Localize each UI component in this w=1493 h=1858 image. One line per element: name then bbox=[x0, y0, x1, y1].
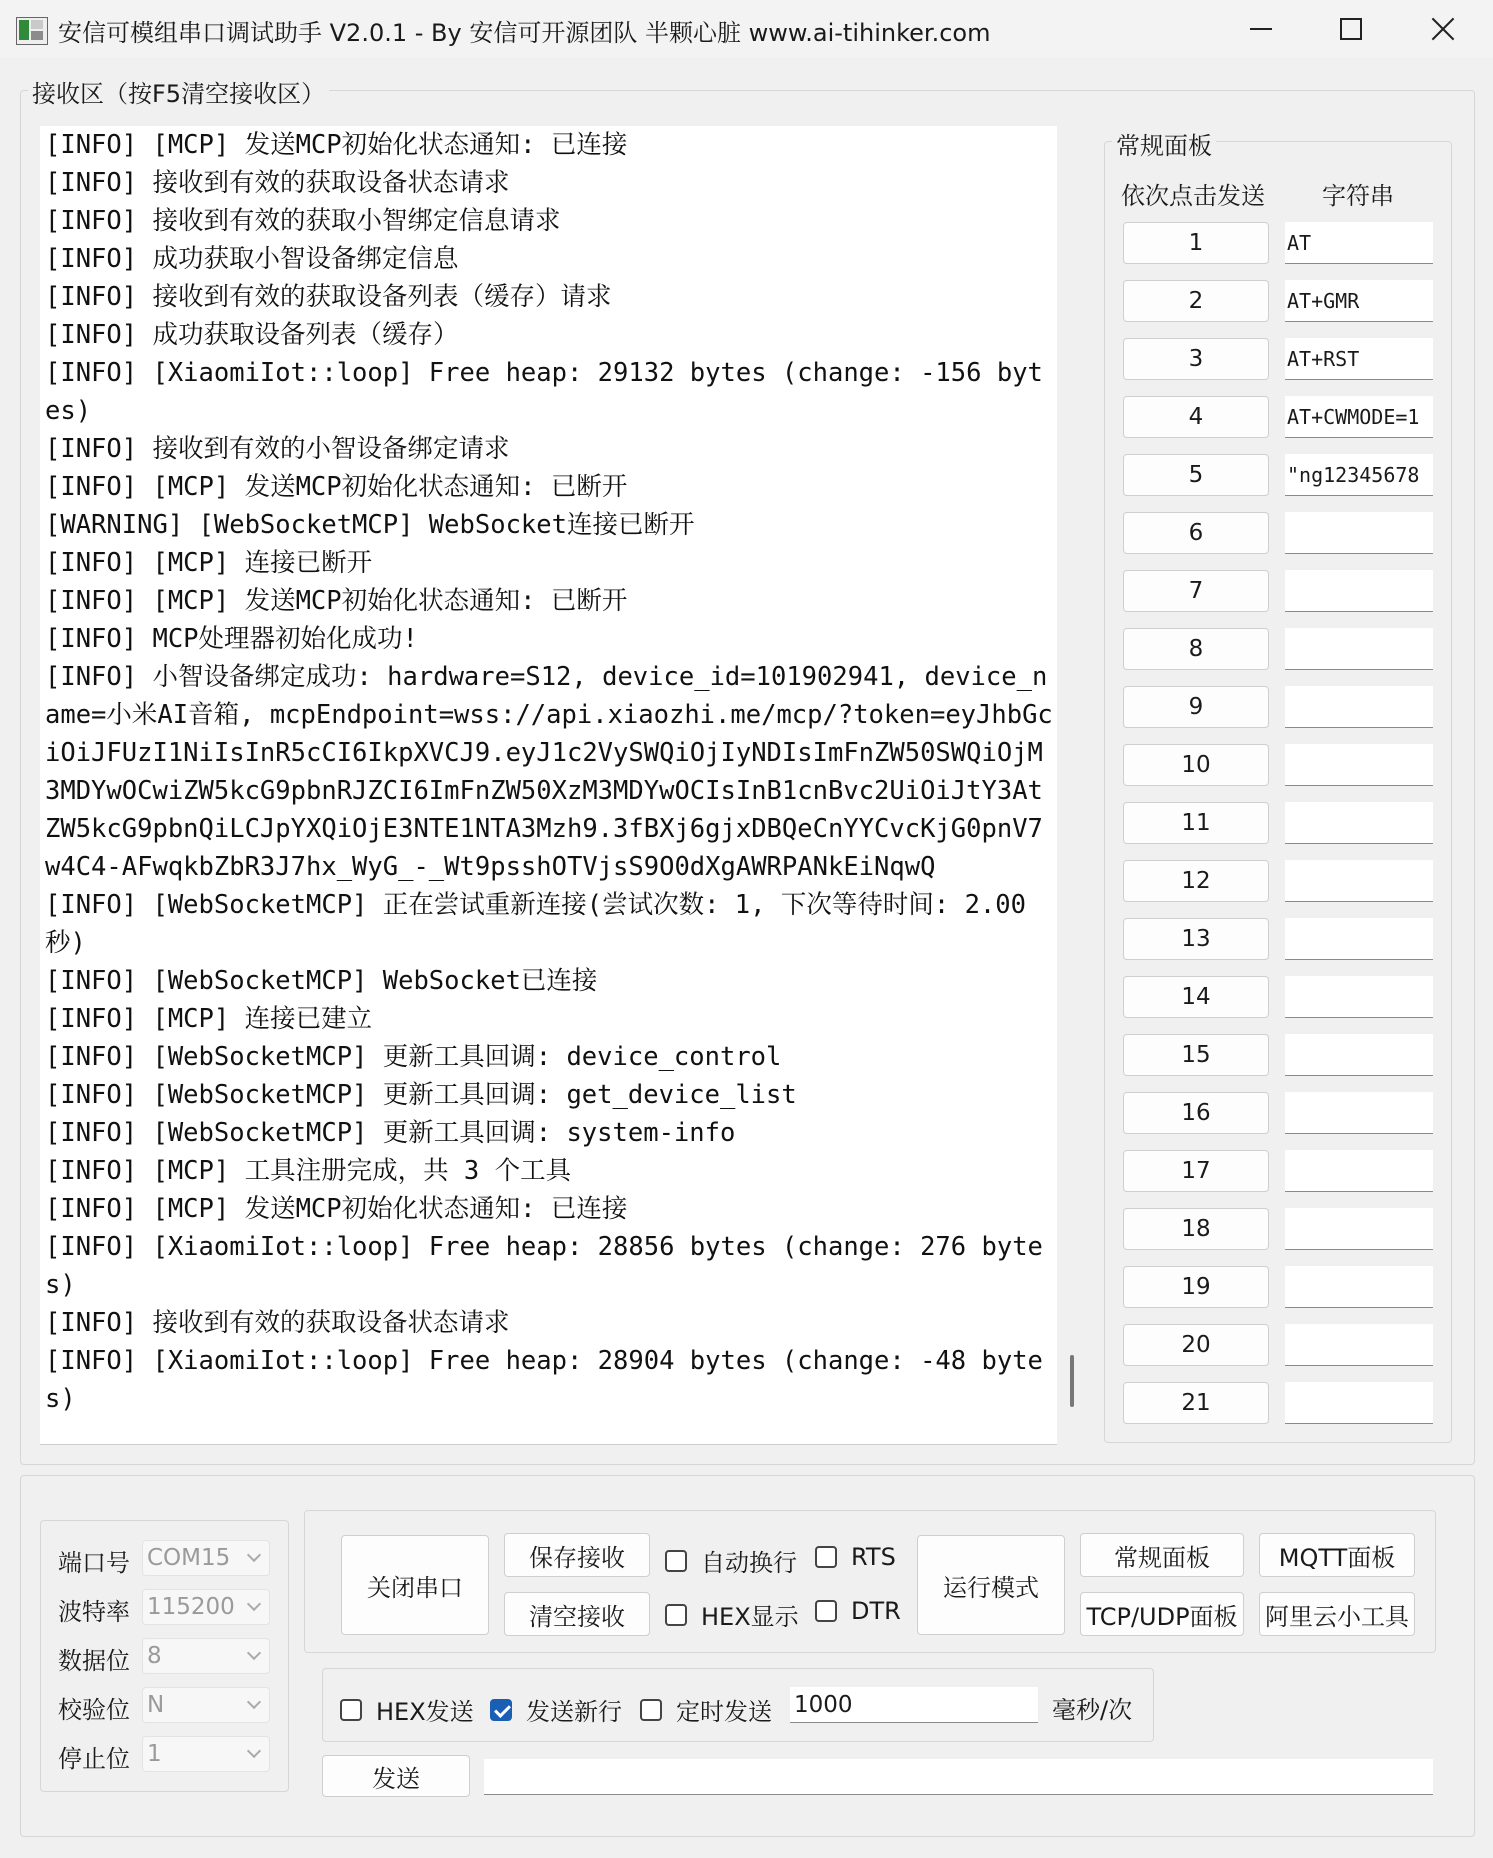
panel-send-button-21[interactable]: 21 bbox=[1123, 1382, 1269, 1424]
panel-string-input-16[interactable] bbox=[1285, 1092, 1433, 1134]
log-line: [INFO] MCP处理器初始化成功! bbox=[45, 624, 418, 654]
panel-string-input-6[interactable] bbox=[1285, 512, 1433, 554]
panel-string-input-7[interactable] bbox=[1285, 570, 1433, 612]
panel-string-input-18[interactable] bbox=[1285, 1208, 1433, 1250]
log-line: [WARNING] [WebSocketMCP] WebSocket连接已断开 bbox=[45, 510, 695, 540]
receive-title: 接收区（按F5清空接收区） bbox=[28, 74, 329, 109]
timed-send-label: 定时发送 bbox=[676, 1698, 772, 1726]
log-line: [INFO] [MCP] 发送MCP初始化状态通知: 已断开 bbox=[45, 586, 628, 616]
log-line: [INFO] [XiaomiIot::loop] Free heap: 28904 bytes (change: -48 bytes) bbox=[45, 1346, 1043, 1414]
panel-title: 常规面板 bbox=[1112, 126, 1216, 161]
chevron-down-icon bbox=[247, 1597, 261, 1611]
panel-string-input-13[interactable] bbox=[1285, 918, 1433, 960]
panel-string-input-2[interactable]: AT+GMR bbox=[1285, 280, 1433, 322]
chevron-down-icon bbox=[247, 1695, 261, 1709]
log-line: [INFO] 成功获取小智设备绑定信息 bbox=[45, 244, 459, 274]
panel-string-input-19[interactable] bbox=[1285, 1266, 1433, 1308]
aliyun-tool-button[interactable]: 阿里云小工具 bbox=[1259, 1592, 1415, 1636]
panel-string-input-12[interactable] bbox=[1285, 860, 1433, 902]
log-line: [INFO] 接收到有效的获取设备状态请求 bbox=[45, 168, 510, 198]
send-button[interactable]: 发送 bbox=[322, 1755, 470, 1797]
window-title: 安信可模组串口调试助手 V2.0.1 - By 安信可开源团队 半颗心脏 www.ai-tihinker.com bbox=[58, 19, 991, 47]
auto-wrap-checkbox[interactable] bbox=[665, 1543, 797, 1578]
close-icon bbox=[1431, 17, 1455, 41]
panel-send-button-12[interactable]: 12 bbox=[1123, 860, 1269, 902]
minimize-icon bbox=[1250, 28, 1272, 30]
databits-label: 数据位 bbox=[58, 1647, 130, 1675]
log-line: [INFO] [XiaomiIot::loop] Free heap: 29132 bytes (change: -156 bytes) bbox=[45, 358, 1043, 426]
log-line: [INFO] 小智设备绑定成功: hardware=S12, device_id=101902941, device_name=小米AI音箱, mcpEndpoint=wss://api.xiaozhi.me/mcp/?token=eyJhbGciOiJFUzI1NiIsInR5cCI6IkpXVCJ9.eyJ1c2VySWQiOjIyNDIsImFnZW50SWQiOjM3MDYwOCwiZW5kcG9pbnRJZCI6ImFnZW50XzM3MDYwOCIsInB1cnBvc2UiOiJtY3AtZW5kcG9pbnQiLCJpYXQiOjE3NTE1NTA3Mzh9.3fBXj6gjxDBQeCnYYCvcKjG0pnV7w4C4-AFwqkbZbR3J7hx_WyG_-_Wt9psshOTVjsS9O0dXgAWRPANkEiNqwQ bbox=[45, 662, 1053, 882]
rts-label: RTS bbox=[851, 1543, 896, 1571]
dtr-checkbox[interactable] bbox=[815, 1597, 901, 1625]
panel-string-input-5[interactable]: ng12345678" bbox=[1285, 454, 1433, 496]
close-button[interactable] bbox=[1397, 0, 1489, 58]
close-port-button[interactable]: 关闭串口 bbox=[341, 1535, 489, 1635]
panel-send-button-13[interactable]: 13 bbox=[1123, 918, 1269, 960]
panel-send-button-4[interactable]: 4 bbox=[1123, 396, 1269, 438]
baud-select[interactable] bbox=[142, 1589, 270, 1625]
log-line: [INFO] [WebSocketMCP] WebSocket已连接 bbox=[45, 966, 598, 996]
panel-send-button-15[interactable]: 15 bbox=[1123, 1034, 1269, 1076]
panel-send-button-20[interactable]: 20 bbox=[1123, 1324, 1269, 1366]
panel-string-input-3[interactable]: AT+RST bbox=[1285, 338, 1433, 380]
send-newline-checkbox[interactable] bbox=[490, 1692, 622, 1727]
panel-send-button-9[interactable]: 9 bbox=[1123, 686, 1269, 728]
parity-select[interactable] bbox=[142, 1687, 270, 1723]
receive-scrollbar[interactable] bbox=[1070, 1355, 1074, 1407]
panel-col-string-header: 字符串 bbox=[1322, 182, 1394, 210]
parity-value: N bbox=[147, 1692, 165, 1718]
chevron-down-icon bbox=[247, 1646, 261, 1660]
panel-send-button-11[interactable]: 11 bbox=[1123, 802, 1269, 844]
log-line: [INFO] [MCP] 工具注册完成，共 3 个工具 bbox=[45, 1156, 572, 1186]
baud-label: 波特率 bbox=[58, 1598, 130, 1626]
log-line: [INFO] 成功获取设备列表（缓存） bbox=[45, 320, 459, 350]
panel-string-input-9[interactable] bbox=[1285, 686, 1433, 728]
panel-send-button-3[interactable]: 3 bbox=[1123, 338, 1269, 380]
auto-wrap-label: 自动换行 bbox=[701, 1549, 797, 1577]
panel-send-button-10[interactable]: 10 bbox=[1123, 744, 1269, 786]
panel-send-button-19[interactable]: 19 bbox=[1123, 1266, 1269, 1308]
receive-log bbox=[45, 126, 1055, 1418]
panel-string-input-8[interactable] bbox=[1285, 628, 1433, 670]
stopbits-value: 1 bbox=[147, 1741, 162, 1767]
hex-display-checkbox[interactable] bbox=[665, 1597, 799, 1632]
parity-label: 校验位 bbox=[58, 1696, 130, 1724]
panel-send-button-5[interactable]: 5 bbox=[1123, 454, 1269, 496]
interval-input[interactable]: 1000 bbox=[790, 1687, 1038, 1723]
rts-checkbox[interactable] bbox=[815, 1543, 896, 1571]
databits-select[interactable] bbox=[142, 1638, 270, 1674]
send-input[interactable] bbox=[484, 1759, 1433, 1795]
port-label: 端口号 bbox=[58, 1549, 130, 1577]
chevron-down-icon bbox=[247, 1744, 261, 1758]
port-value: COM15 bbox=[147, 1545, 231, 1571]
tcp-udp-panel-button[interactable]: TCP/UDP面板 bbox=[1080, 1592, 1244, 1636]
panel-send-button-2[interactable]: 2 bbox=[1123, 280, 1269, 322]
panel-string-input-4[interactable]: AT+CWMODE=1 bbox=[1285, 396, 1433, 438]
chevron-down-icon bbox=[247, 1548, 261, 1562]
panel-string-input-20[interactable] bbox=[1285, 1324, 1433, 1366]
log-line: [INFO] [MCP] 连接已建立 bbox=[45, 1004, 373, 1034]
panel-string-input-10[interactable] bbox=[1285, 744, 1433, 786]
log-line: [INFO] [WebSocketMCP] 更新工具回调: get_device_list bbox=[45, 1080, 797, 1110]
minimize-button[interactable] bbox=[1215, 0, 1307, 58]
normal-panel-button[interactable]: 常规面板 bbox=[1080, 1533, 1244, 1577]
app-icon bbox=[16, 17, 48, 45]
mqtt-panel-button[interactable]: MQTT面板 bbox=[1259, 1533, 1415, 1577]
hex-display-label: HEX显示 bbox=[701, 1603, 799, 1631]
panel-string-input-1[interactable]: AT bbox=[1285, 222, 1433, 264]
log-line: [INFO] [MCP] 连接已断开 bbox=[45, 548, 373, 578]
databits-value: 8 bbox=[147, 1643, 162, 1669]
log-line: [INFO] [MCP] 发送MCP初始化状态通知: 已连接 bbox=[45, 1194, 628, 1224]
panel-string-input-14[interactable] bbox=[1285, 976, 1433, 1018]
panel-send-button-6[interactable]: 6 bbox=[1123, 512, 1269, 554]
maximize-icon bbox=[1340, 18, 1362, 40]
panel-send-button-1[interactable]: 1 bbox=[1123, 222, 1269, 264]
panel-send-button-7[interactable]: 7 bbox=[1123, 570, 1269, 612]
interval-unit: 毫秒/次 bbox=[1052, 1696, 1133, 1724]
save-receive-button[interactable]: 保存接收 bbox=[504, 1533, 650, 1577]
baud-value: 115200 bbox=[147, 1594, 235, 1620]
log-line: [INFO] 接收到有效的小智设备绑定请求 bbox=[45, 434, 510, 464]
log-line: [INFO] 接收到有效的获取设备列表（缓存）请求 bbox=[45, 282, 612, 312]
port-select[interactable] bbox=[142, 1540, 270, 1576]
panel-send-button-17[interactable]: 17 bbox=[1123, 1150, 1269, 1192]
log-line: [INFO] [MCP] 发送MCP初始化状态通知: 已连接 bbox=[45, 130, 628, 160]
hex-send-checkbox[interactable] bbox=[340, 1692, 474, 1727]
hex-send-label: HEX发送 bbox=[376, 1698, 474, 1726]
clear-receive-button[interactable]: 清空接收 bbox=[504, 1592, 650, 1636]
receive-textarea[interactable] bbox=[40, 126, 1057, 1445]
panel-send-button-16[interactable]: 16 bbox=[1123, 1092, 1269, 1134]
maximize-button[interactable] bbox=[1305, 0, 1397, 58]
panel-col-send-header: 依次点击发送 bbox=[1121, 182, 1265, 210]
timed-send-checkbox[interactable] bbox=[640, 1692, 772, 1727]
panel-string-input-11[interactable] bbox=[1285, 802, 1433, 844]
log-line: [INFO] [MCP] 发送MCP初始化状态通知: 已断开 bbox=[45, 472, 628, 502]
log-line: [INFO] [XiaomiIot::loop] Free heap: 28856 bytes (change: 276 bytes) bbox=[45, 1232, 1043, 1300]
panel-string-input-15[interactable] bbox=[1285, 1034, 1433, 1076]
log-line: [INFO] 接收到有效的获取设备状态请求 bbox=[45, 1308, 510, 1338]
panel-send-button-18[interactable]: 18 bbox=[1123, 1208, 1269, 1250]
stopbits-select[interactable] bbox=[142, 1736, 270, 1772]
panel-string-input-17[interactable] bbox=[1285, 1150, 1433, 1192]
log-line: [INFO] 接收到有效的获取小智绑定信息请求 bbox=[45, 206, 561, 236]
title-bar bbox=[0, 0, 1493, 58]
log-line: [INFO] [WebSocketMCP] 更新工具回调: device_control bbox=[45, 1042, 782, 1072]
stopbits-label: 停止位 bbox=[58, 1745, 130, 1773]
log-line: [INFO] [WebSocketMCP] 正在尝试重新连接(尝试次数: 1, 下次等待时间: 2.00秒) bbox=[45, 890, 1026, 958]
panel-string-input-21[interactable] bbox=[1285, 1382, 1433, 1424]
dtr-label: DTR bbox=[851, 1597, 901, 1625]
panel-send-button-14[interactable]: 14 bbox=[1123, 976, 1269, 1018]
send-newline-label: 发送新行 bbox=[526, 1698, 622, 1726]
panel-send-button-8[interactable]: 8 bbox=[1123, 628, 1269, 670]
log-line: [INFO] [WebSocketMCP] 更新工具回调: system-info bbox=[45, 1118, 736, 1148]
run-mode-button[interactable]: 运行模式 bbox=[917, 1535, 1065, 1635]
